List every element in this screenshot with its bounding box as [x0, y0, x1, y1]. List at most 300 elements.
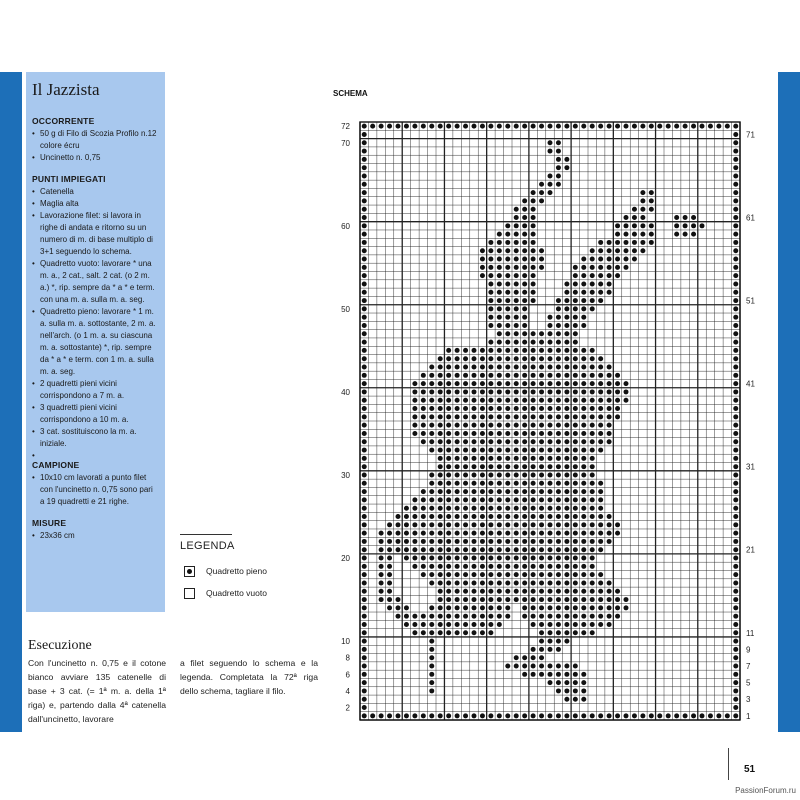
filled-square: [438, 481, 443, 486]
filled-square: [598, 514, 603, 519]
filled-square: [607, 257, 612, 262]
filled-square: [514, 281, 519, 286]
filled-square: [421, 431, 426, 436]
filled-square: [463, 506, 468, 511]
filled-square: [590, 464, 595, 469]
filled-square: [522, 572, 527, 577]
filled-square: [725, 124, 730, 129]
filled-square: [362, 506, 367, 511]
filled-square: [488, 290, 493, 295]
filled-square: [573, 481, 578, 486]
filled-square: [733, 580, 738, 585]
filled-square: [573, 697, 578, 702]
filled-square: [488, 597, 493, 602]
filled-square: [539, 248, 544, 253]
filled-square: [480, 597, 485, 602]
filled-square: [573, 431, 578, 436]
filled-square: [488, 481, 493, 486]
filled-square: [480, 547, 485, 552]
filled-square: [412, 514, 417, 519]
filled-square: [429, 655, 434, 660]
filled-square: [573, 124, 578, 129]
filled-square: [497, 381, 502, 386]
filled-square: [472, 365, 477, 370]
filled-square: [556, 481, 561, 486]
filled-square: [564, 431, 569, 436]
filled-square: [581, 439, 586, 444]
filled-square: [429, 497, 434, 502]
filled-square: [480, 572, 485, 577]
filled-square: [607, 539, 612, 544]
filled-square: [488, 580, 493, 585]
filled-square: [514, 664, 519, 669]
filled-square: [624, 232, 629, 237]
filled-square: [480, 124, 485, 129]
filled-square: [531, 356, 536, 361]
filled-square: [472, 522, 477, 527]
filled-square: [531, 290, 536, 295]
filled-square: [590, 398, 595, 403]
filled-square: [522, 265, 527, 270]
filled-square: [421, 713, 426, 718]
filled-square: [624, 215, 629, 220]
filled-square: [497, 124, 502, 129]
filled-square: [505, 298, 510, 303]
filled-square: [412, 614, 417, 619]
filled-square: [564, 580, 569, 585]
filled-square: [598, 365, 603, 370]
filled-square: [733, 614, 738, 619]
filled-square: [581, 622, 586, 627]
filled-square: [666, 124, 671, 129]
filled-square: [514, 514, 519, 519]
filled-square: [733, 647, 738, 652]
filled-square: [421, 497, 426, 502]
filled-square: [522, 655, 527, 660]
filled-square: [446, 439, 451, 444]
filled-square: [438, 522, 443, 527]
filled-square: [700, 223, 705, 228]
filled-square: [615, 257, 620, 262]
filled-square: [412, 389, 417, 394]
filled-square: [514, 580, 519, 585]
filled-square: [463, 381, 468, 386]
section-heading: OCCORRENTE: [32, 116, 95, 126]
filled-square: [581, 697, 586, 702]
filled-square: [590, 539, 595, 544]
filled-square: [522, 489, 527, 494]
filled-square: [522, 497, 527, 502]
filled-square: [421, 556, 426, 561]
filled-square: [522, 580, 527, 585]
filled-square: [514, 248, 519, 253]
filled-square: [505, 306, 510, 311]
filled-square: [531, 614, 536, 619]
filled-square: [362, 132, 367, 137]
row-label-left: 60: [341, 221, 350, 231]
filled-square: [598, 589, 603, 594]
filled-square: [581, 281, 586, 286]
filled-square: [581, 456, 586, 461]
filled-square: [539, 713, 544, 718]
filled-square: [514, 215, 519, 220]
filled-square: [531, 257, 536, 262]
filled-square: [455, 506, 460, 511]
filled-square: [505, 240, 510, 245]
filled-square: [488, 497, 493, 502]
filled-square: [556, 489, 561, 494]
filled-square: [505, 472, 510, 477]
filled-square: [573, 331, 578, 336]
filled-square: [548, 564, 553, 569]
filled-square: [480, 423, 485, 428]
filled-square: [581, 547, 586, 552]
filled-square: [624, 605, 629, 610]
filled-square: [531, 265, 536, 270]
filled-square: [607, 248, 612, 253]
filled-square: [556, 340, 561, 345]
filled-square: [632, 257, 637, 262]
filled-square: [446, 356, 451, 361]
filled-square: [573, 315, 578, 320]
filled-square: [548, 639, 553, 644]
filled-square: [556, 547, 561, 552]
filled-square: [556, 149, 561, 154]
filled-square: [539, 622, 544, 627]
filled-square: [548, 464, 553, 469]
filled-square: [556, 373, 561, 378]
filled-square: [615, 265, 620, 270]
filled-square: [590, 481, 595, 486]
filled-square: [429, 680, 434, 685]
filled-square: [472, 456, 477, 461]
filled-square: [556, 389, 561, 394]
filled-square: [573, 348, 578, 353]
filled-square: [514, 348, 519, 353]
filled-square: [463, 614, 468, 619]
filled-square: [539, 398, 544, 403]
filled-square: [362, 140, 367, 145]
legend-label-filled: Quadretto pieno: [206, 566, 267, 576]
filled-square: [387, 522, 392, 527]
filled-square: [522, 605, 527, 610]
filled-square: [539, 614, 544, 619]
list-item: • Quadretto pieno: lavorare * 1 m. a. sulla m. a. sottostante, 2 m. a. nell'arch. (o 1 m. a. su ciascuna m. a. sottostante) *, rip. sempre da * a * e term. con 1 m. a. sulla m. a. seg.: [32, 306, 159, 378]
filled-square: [505, 406, 510, 411]
filled-square: [522, 672, 527, 677]
filled-square: [573, 614, 578, 619]
filled-square: [556, 564, 561, 569]
filled-square: [404, 605, 409, 610]
filled-square: [497, 240, 502, 245]
filled-square: [472, 481, 477, 486]
filled-square: [581, 431, 586, 436]
filled-square: [412, 423, 417, 428]
filled-square: [514, 564, 519, 569]
filled-square: [505, 597, 510, 602]
filled-square: [412, 539, 417, 544]
filled-square: [556, 597, 561, 602]
list-item: • Maglia alta: [32, 198, 159, 210]
filled-square: [522, 232, 527, 237]
filled-square: [556, 539, 561, 544]
filled-square: [362, 389, 367, 394]
filled-square: [522, 340, 527, 345]
filled-square: [573, 265, 578, 270]
filled-square: [455, 531, 460, 536]
filled-square: [429, 489, 434, 494]
filled-square: [412, 414, 417, 419]
filled-square: [733, 273, 738, 278]
filled-square: [497, 315, 502, 320]
filled-square: [522, 298, 527, 303]
filled-square: [488, 448, 493, 453]
filled-square: [573, 605, 578, 610]
filled-square: [522, 456, 527, 461]
filled-square: [522, 556, 527, 561]
filled-square: [488, 323, 493, 328]
filled-square: [429, 672, 434, 677]
filled-square: [446, 564, 451, 569]
filled-square: [455, 423, 460, 428]
filled-square: [505, 439, 510, 444]
filled-square: [539, 182, 544, 187]
filled-square: [497, 622, 502, 627]
filled-square: [387, 589, 392, 594]
filled-square: [733, 630, 738, 635]
filled-square: [624, 597, 629, 602]
filled-square: [488, 381, 493, 386]
filled-square: [657, 713, 662, 718]
filled-square: [497, 340, 502, 345]
filled-square: [607, 522, 612, 527]
filled-square: [514, 265, 519, 270]
filled-square: [472, 124, 477, 129]
filled-square: [598, 497, 603, 502]
filled-square: [556, 298, 561, 303]
filled-square: [455, 556, 460, 561]
filled-square: [607, 290, 612, 295]
filled-square: [531, 472, 536, 477]
filled-square: [396, 547, 401, 552]
filled-square: [446, 389, 451, 394]
filled-square: [379, 531, 384, 536]
filled-square: [581, 124, 586, 129]
filled-square: [488, 630, 493, 635]
filled-square: [463, 439, 468, 444]
filled-square: [438, 373, 443, 378]
filled-square: [463, 589, 468, 594]
filled-square: [429, 472, 434, 477]
filled-square: [556, 439, 561, 444]
filled-square: [497, 373, 502, 378]
filled-square: [548, 173, 553, 178]
filled-square: [514, 431, 519, 436]
filled-square: [590, 506, 595, 511]
filled-square: [488, 622, 493, 627]
filled-square: [455, 522, 460, 527]
filled-square: [396, 614, 401, 619]
filled-square: [497, 398, 502, 403]
filled-square: [522, 431, 527, 436]
filled-square: [505, 556, 510, 561]
filled-square: [396, 539, 401, 544]
filled-square: [446, 547, 451, 552]
filled-square: [505, 580, 510, 585]
filled-square: [564, 630, 569, 635]
filled-square: [598, 506, 603, 511]
filled-square: [607, 580, 612, 585]
filled-square: [590, 373, 595, 378]
filled-square: [421, 572, 426, 577]
filled-square: [463, 522, 468, 527]
filled-square: [733, 298, 738, 303]
list-item: • Uncinetto n. 0,75: [32, 152, 159, 164]
filled-square: [463, 389, 468, 394]
filled-square: [548, 381, 553, 386]
filled-square: [531, 464, 536, 469]
filled-square: [488, 431, 493, 436]
filled-square: [598, 439, 603, 444]
filled-square: [362, 232, 367, 237]
list-item: • Quadretto vuoto: lavorare * una m. a., 2 cat., salt. 2 cat. (o 2 m. a.) *, rip. sempre da * a * e term. con una m. a. sulla m. a. seg.: [32, 258, 159, 306]
filled-square: [514, 257, 519, 262]
filled-square: [556, 464, 561, 469]
row-label-left: 10: [341, 637, 350, 647]
filled-square: [556, 315, 561, 320]
filled-square: [531, 622, 536, 627]
filled-square: [362, 240, 367, 245]
filled-square: [624, 240, 629, 245]
filled-square: [480, 614, 485, 619]
filled-square: [522, 281, 527, 286]
filled-square: [615, 522, 620, 527]
filled-square: [505, 713, 510, 718]
filled-square: [497, 290, 502, 295]
filled-square: [438, 124, 443, 129]
filled-square: [497, 406, 502, 411]
filled-square: [531, 381, 536, 386]
filled-square: [539, 190, 544, 195]
filled-square: [624, 713, 629, 718]
filled-square: [590, 306, 595, 311]
filled-square: [733, 713, 738, 718]
filled-square: [488, 340, 493, 345]
footer-rule: [728, 748, 729, 780]
filled-square: [531, 456, 536, 461]
filled-square: [733, 414, 738, 419]
filled-square: [412, 381, 417, 386]
filled-square: [505, 522, 510, 527]
filled-square: [556, 431, 561, 436]
filled-square: [733, 531, 738, 536]
filled-square: [472, 572, 477, 577]
filled-square: [556, 398, 561, 403]
filled-square: [362, 406, 367, 411]
filled-square: [488, 389, 493, 394]
filled-square: [573, 340, 578, 345]
filled-square: [539, 389, 544, 394]
filled-square: [531, 547, 536, 552]
filled-square: [607, 273, 612, 278]
filled-square: [505, 589, 510, 594]
filled-square: [438, 389, 443, 394]
filled-square: [607, 423, 612, 428]
filled-square: [548, 514, 553, 519]
filled-square: [488, 273, 493, 278]
filled-square: [514, 572, 519, 577]
filled-square: [514, 464, 519, 469]
filled-square: [438, 406, 443, 411]
filled-square: [598, 431, 603, 436]
filled-square: [412, 547, 417, 552]
filled-square: [446, 514, 451, 519]
filled-square: [362, 207, 367, 212]
filled-square: [590, 572, 595, 577]
filled-square: [531, 647, 536, 652]
filled-square: [505, 315, 510, 320]
filled-square: [522, 356, 527, 361]
filled-square: [429, 647, 434, 652]
filled-square: [590, 381, 595, 386]
filled-square: [362, 514, 367, 519]
filled-square: [733, 240, 738, 245]
filled-square: [683, 124, 688, 129]
filled-square: [472, 373, 477, 378]
filled-square: [581, 672, 586, 677]
filled-square: [556, 580, 561, 585]
filled-square: [573, 448, 578, 453]
row-label-right: 21: [746, 545, 755, 555]
row-label-right: 1: [746, 711, 751, 721]
filled-square: [598, 539, 603, 544]
filled-square: [548, 423, 553, 428]
filled-square: [488, 240, 493, 245]
filled-square: [573, 622, 578, 627]
filled-square: [624, 248, 629, 253]
filled-square: [455, 406, 460, 411]
filled-square: [573, 589, 578, 594]
filled-square: [362, 680, 367, 685]
filled-square: [446, 572, 451, 577]
filled-square: [556, 522, 561, 527]
filled-square: [522, 124, 527, 129]
filled-square: [590, 564, 595, 569]
filled-square: [362, 672, 367, 677]
filled-square: [615, 273, 620, 278]
filled-square: [733, 489, 738, 494]
filled-square: [691, 215, 696, 220]
filled-square: [590, 614, 595, 619]
filled-square: [531, 298, 536, 303]
filled-square: [514, 472, 519, 477]
filled-square: [446, 464, 451, 469]
filled-square: [590, 265, 595, 270]
filled-square: [438, 464, 443, 469]
filled-square: [556, 506, 561, 511]
filled-square: [387, 556, 392, 561]
row-label-left: 8: [345, 653, 350, 663]
filled-square: [607, 406, 612, 411]
filled-square: [564, 539, 569, 544]
filled-square: [531, 522, 536, 527]
filled-square: [514, 315, 519, 320]
filled-square: [733, 315, 738, 320]
filled-square: [531, 655, 536, 660]
filled-square: [514, 481, 519, 486]
filled-square: [455, 614, 460, 619]
filled-square: [438, 597, 443, 602]
